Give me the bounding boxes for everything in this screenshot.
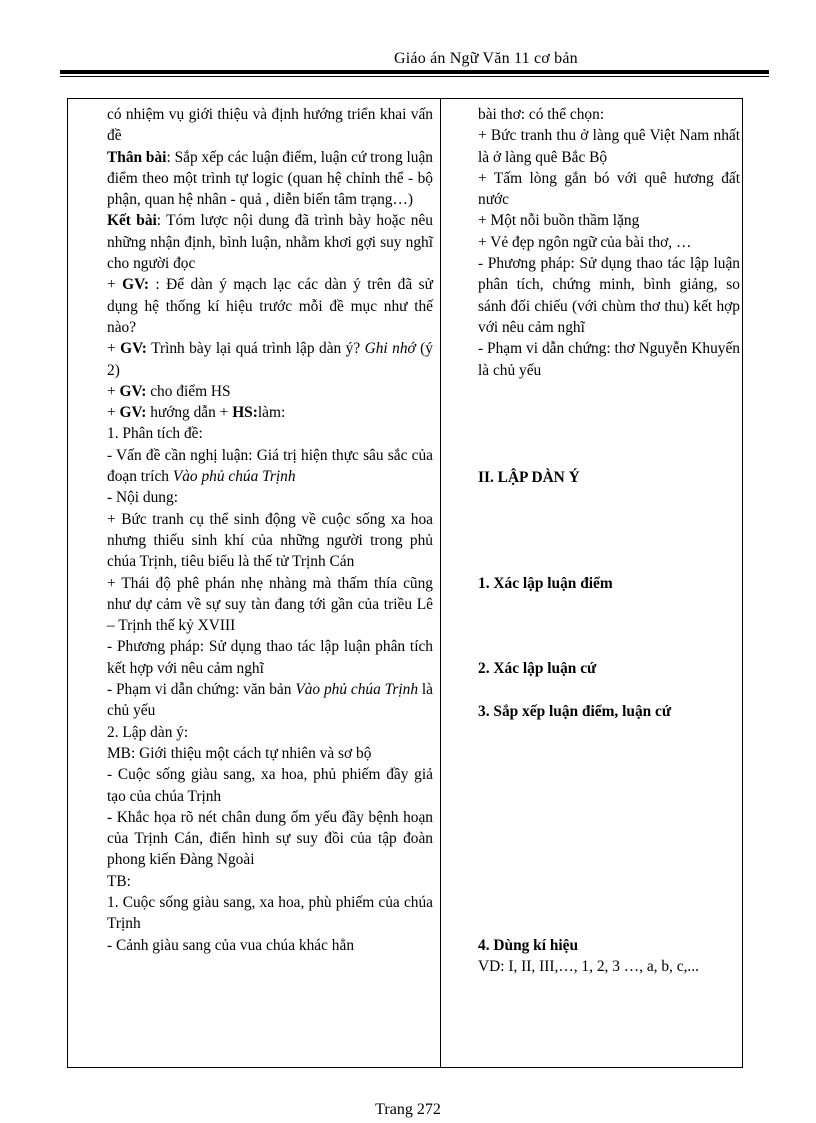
section-1-title: 1. Phân tích đề:: [107, 425, 203, 443]
noi-dung-item-2: + Thái độ phê phán nhẹ nhàng mà thấm thía cũng như dự cảm về sự suy tàn đang tới gần của triều Lê – Trịnh thế kỷ XVIII: [107, 574, 433, 635]
noi-dung-item-1: + Bức tranh cụ thể sinh động về cuộc sống xa hoa nhưng thiếu sinh khí của những người trong phủ chúa Trịnh, tiêu biểu là thế tử Trịnh Cán: [107, 510, 433, 571]
than-bai-short-label: TB:: [107, 872, 131, 890]
mo-bai-paragraph: MB: Giới thiệu một cách tự nhiên và sơ bộ: [107, 744, 372, 762]
page-number: Trang 272: [375, 1101, 441, 1118]
pham-vi-paragraph: - Phạm vi dẫn chứng: văn bản Vào phủ chúa Trịnh là chủ yếu: [107, 681, 433, 720]
gv-question-4: + GV: hướng dẫn + HS:làm:: [107, 404, 286, 422]
right-column: [478, 104, 740, 978]
noi-dung-label: - Nội dung:: [107, 489, 178, 507]
van-de-paragraph: - Vấn đề cần nghị luận: Giá trị hiện thực sâu sắc của đoạn trích Vào phủ chúa Trịnh: [107, 446, 433, 486]
heading-lap-dan-y: II. LẬP DÀN Ý: [478, 468, 580, 486]
column-divider: [440, 99, 441, 1067]
right-line-1: bài thơ: có thể chọn:: [478, 106, 605, 123]
header-rule-thin: [60, 76, 769, 77]
than-bai-paragraph: Thân bài: Sắp xếp các luận điểm, luận cứ trong luận điểm theo một trình tự logic (quan hệ chỉnh thể - bộ phận, quan hệ nhân - quả , diễn biến tâm trạng…): [107, 148, 433, 209]
ki-hieu-example: VD: I, II, III,…, 1, 2, 3 …, a, b, c,...: [478, 958, 699, 976]
gv-question-3: + GV: cho điểm HS: [107, 382, 231, 400]
gv-question-2: + GV: Trình bày lại quá trình lập dàn ý? Ghi nhớ (ý 2): [107, 340, 434, 379]
than-bai-item-1: 1. Cuộc sống giàu sang, xa hoa, phù phiếm của chúa Trịnh: [107, 893, 433, 933]
phuong-phap-paragraph: - Phương pháp: Sử dụng thao tác lập luận phân tích kết hợp với nêu cảm nghĩ: [107, 638, 433, 677]
header-rule-thick: [60, 70, 769, 74]
gv-question-1: + GV: : Để dàn ý mạch lạc các dàn ý trên đã sử dụng hệ thống kí hiệu trước mỗi đề mục như thế nào?: [107, 276, 433, 336]
right-scope: - Phạm vi dẫn chứng: thơ Nguyễn Khuyến là chủ yếu: [478, 340, 740, 379]
heading-dung-ki-hieu: 4. Dùng kí hiệu: [478, 937, 579, 955]
right-item-3: + Một nỗi buồn thầm lặng: [478, 212, 640, 230]
ket-bai-label: Kết bài: [107, 212, 157, 230]
right-item-1: + Bức tranh thu ở làng quê Việt Nam nhất là ở làng quê Bắc Bộ: [478, 127, 740, 166]
heading-xac-lap-luan-diem: 1. Xác lập luận điểm: [478, 575, 613, 593]
mo-bai-item-1: - Cuộc sống giàu sang, xa hoa, phủ phiếm đầy giả tạo của chúa Trịnh: [107, 766, 433, 805]
document-header-title: Giáo án Ngữ Văn 11 cơ bản: [394, 50, 578, 67]
right-item-2: + Tấm lòng gắn bó với quê hương đất nước: [478, 169, 740, 209]
than-bai-label: Thân bài: [107, 148, 167, 166]
heading-xac-lap-luan-cu: 2. Xác lập luận cứ: [478, 660, 597, 678]
mo-bai-item-2: - Khắc họa rõ nét chân dung ốm yếu đầy bệnh hoạn của Trịnh Cán, điển hình sự suy đồi của tập đoàn phong kiến Đàng Ngoài: [107, 808, 433, 869]
heading-sap-xep: 3. Sắp xếp luận điểm, luận cứ: [478, 702, 672, 720]
than-bai-item-2: - Cảnh giàu sang của vua chúa khác hẳn: [107, 936, 355, 954]
lesson-table: [67, 98, 743, 1068]
ket-bai-paragraph: Kết bài: Tóm lược nội dung đã trình bày hoặc nêu những nhận định, bình luận, nhằm khơi gợi suy nghĩ cho người đọc: [107, 212, 433, 273]
left-line-intro: có nhiệm vụ giới thiệu và định hướng triển khai vấn đề: [107, 106, 433, 145]
right-item-4: + Vẻ đẹp ngôn ngữ của bài thơ, …: [478, 233, 692, 251]
left-column: [107, 104, 433, 956]
right-method: - Phương pháp: Sử dụng thao tác lập luận phân tích, chứng minh, bình giảng, so sánh đối chiếu (với chùm thơ thu) kết hợp với nêu cảm nghĩ: [478, 255, 740, 336]
section-2-title: 2. Lập dàn ý:: [107, 723, 189, 741]
